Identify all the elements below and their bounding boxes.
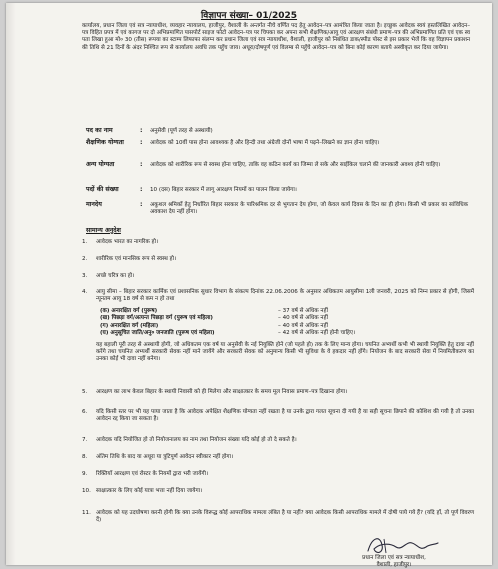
instruction-text: रिक्तियाँ आरक्षण एवं रोस्टर के नियमों द्वारा भरी जायेंगी। <box>96 471 209 477</box>
instruction-item <box>82 409 474 423</box>
instruction-number: 2. <box>82 256 88 262</box>
instruction-text: अच्छे चरित्र का हो। <box>96 273 135 279</box>
field-colon: : <box>140 161 143 168</box>
field-colon: : <box>140 201 143 208</box>
field-value: 10 (दस) बिहार सरकार में लागू आरक्षण नियमों का पालन किया जायेगा। <box>150 187 297 193</box>
age-category: (ख) पिछड़ा वर्ग/अत्यन्त पिछड़ा वर्ग (पुरूष एवं महिला) <box>100 315 213 322</box>
signature-place: वैशाली, हाजीपुर। <box>376 562 412 569</box>
age-category: (घ) अनुसूचित जाति/अनु० जनजाति (पुरूष एवं महिला) <box>100 330 215 337</box>
instruction-number: 7. <box>82 437 88 443</box>
instruction-number: 11. <box>82 510 91 516</box>
instruction-text: आयु सीमा – बिहार सरकार कार्मिक एवं प्रशासनिक सुधार विभाग के संकल्प दिनांक 22.06.2006 के अनुसार अधिकतम आयुसीमा 1ली जनवरी, 2025 को निम्न प्रकार से होगी, जिसमें न्यूनतम आयु 18 वर्ष से कम न हो तथा <box>96 289 474 303</box>
instruction-item <box>82 289 474 303</box>
instruction-item <box>82 471 474 478</box>
field-label: पद का नाम <box>86 127 113 134</box>
instruction-text: आवेदक यदि नियोजित हो तो नियोजनालय का नाम तथा नियोजन संख्या यदि कोई हो तो दे सकते है। <box>96 437 297 443</box>
signature-office <box>314 555 474 569</box>
age-limit: – 42 वर्ष से अधिक नहीं होनी चाहिए। <box>278 330 356 337</box>
field-label: मानदेय <box>86 201 102 208</box>
instruction-text: यदि किसी स्तर पर भी यह पाया जाता है कि आवेदक अपेक्षित शैक्षणिक योग्यता नहीं रखता है या उनके द्वारा गलत सूचना दी गयी है या सही सूचना छिपाने की कोशिश की गयी है तो उनका आवेदन रद्द किया जा सकता है। <box>96 409 474 423</box>
instruction-item <box>82 488 474 495</box>
instruction-number: 10. <box>82 488 91 494</box>
field-label: अन्य योग्यता <box>86 161 115 168</box>
notice-intro: कार्यालय, प्रधान जिला एवं सत्र न्यायाधीश, व्यवहार न्यायालय, हाजीपुर, वैशाली के अन्तर्गत नीचे वर्णित पद हेतु आवेदन–पत्र आमंत्रित किया जाता है। इच्छुक आवेदक स्वयं हस्तलिखित आवेदन–पत्र विहित प्रपत्र में एवं कागज पर दो अभिप्रमाणित पासपोर्ट साइज फोटो आवेदन–पत्र पर चिपका कर अपना सभी शैक्षणिक/आयु एवं आरक्षण संबंधी प्रमाण–पत्र की अभिप्रमाणित प्रति एवं एक स्व पता लिखा हुआ मो० 30 (तीस) रूपया का स्टाम्प लिफाफा संलग्न कर प्रधान जिला एवं सत्र न्यायाधीश, वैशाली, हाजीपुर को निबंधित डाक/स्पीड पोस्ट से इस प्रकार भेजें कि वह विज्ञापन प्रकाशन की तिथि से 21 दिनों के अंदर निश्चित रूप से कार्यालय अवधि तक पहुँच जाय। अधूरा/दोषपूर्ण एवं विलम्ब से पहुँचे आवेदन–पत्र को बिना कोई कारण बताये अस्वीकृत कर दिया जायेगा। <box>82 23 470 51</box>
field-colon: : <box>140 127 143 134</box>
instruction-number: 1. <box>82 239 88 245</box>
instruction-item <box>82 510 474 524</box>
instruction-item <box>82 454 474 461</box>
age-limit: – 40 वर्ष से अधिक नहीं <box>278 315 328 322</box>
age-category: (क) अनारक्षित वर्ग (पुरूष) <box>100 308 158 314</box>
instruction-number: 6. <box>82 409 88 415</box>
instruction-text: साक्षात्कार के लिए कोई यात्रा भत्ता नहीं दिया जायेगा। <box>96 488 203 494</box>
age-limit: – 40 वर्ष से अधिक नहीं <box>278 322 328 329</box>
instruction-number: 8. <box>82 454 88 460</box>
instruction-item <box>82 437 474 444</box>
field-value: अकुशल श्रमिकों हेतु निर्धारित बिहार सरकार के पारिश्रमिक दर से भुगतान देय होगा, जो केवल कार्य दिवस के दिन का ही होगा। किसी भी प्रकार का सांविधिक अवकाश देय नहीं होगा। <box>150 202 468 216</box>
notice-page <box>6 3 492 569</box>
handwritten-signature-icon <box>362 533 442 557</box>
field-colon: : <box>140 186 143 193</box>
instruction-text: आवेदक भारत का नागरिक हो। <box>96 239 159 245</box>
instruction-text: यह बहाली पूरी तरह से अस्थायी होगी, जो अधिकतम एक वर्ष या अनुसेवी के नई नियुक्ति होने (जो पहले हो) तक के लिए मान्य होगा। चयनित अभ्यर्थी कभी भी स्थायी नियुक्ति हेतु दावा नहीं करेंगे तथा चयनित अभ्यर्थी सरकारी सेवक नहीं माने जायेंगे और सरकारी सेवक को अनुमान्य किसी भी सुविधा के वे हकदार नहीं होंगे। नियोजन के बाद सरकारी सेवा में नियमितीकरण का उनका कोई भी दावा नहीं बनेगा। <box>96 342 474 363</box>
instruction-item <box>82 239 474 246</box>
instruction-item <box>82 389 474 396</box>
instruction-item <box>82 342 474 364</box>
instruction-item <box>82 256 474 263</box>
instruction-number: 3. <box>82 273 88 279</box>
instruction-text: शारीरिक एवं मानसिक रूप से स्वस्थ हो। <box>96 256 177 262</box>
signature-office-title: प्रधान जिला एवं सत्र न्यायाधीश, <box>362 555 426 561</box>
field-label: शैक्षणिक योग्यता <box>86 139 124 146</box>
field-colon: : <box>140 139 143 146</box>
instruction-number: 5. <box>82 389 88 395</box>
instruction-text: आवेदक को यह उदघोषणा करनी होगी कि क्या उनके विरूद्ध कोई आपराधिक मामला लंबित है या नहीं? क्या आवेदक किसी आपराधिक मामले में दोषी पाये गये हैं? (यदि हाँ, तो पूर्ण विवरण दें) <box>96 510 474 524</box>
age-limit: – 37 वर्ष से अधिक नहीं <box>278 308 328 314</box>
field-label: पदों की संख्या <box>86 186 119 193</box>
notice-title: विज्ञापन संख्या– 01/2025 <box>200 11 298 21</box>
instruction-number: 4. <box>82 289 88 295</box>
instruction-text: अंतिम तिथि के बाद या अधूरा या त्रुटिपूर्ण आवेदन स्वीकार नहीं होगा। <box>96 454 234 460</box>
field-value: आवेदक को शारीरिक रूप से स्वस्थ होना चाहिए, ताकि वह कठिन कार्य का जिम्मा ले सके और साईकिल चलाने की जानकारी अवश्य होनी चाहिए। <box>150 162 441 168</box>
general-instructions-heading: सामान्य अनुदेश <box>86 227 121 234</box>
scan-edge-shadow <box>6 3 16 565</box>
field-value: अनुसेवी (पूर्ण तरह से अस्थायी) <box>150 128 213 134</box>
signature-block <box>306 533 482 567</box>
field-value: आवेदक को 10वीं पास होना आवश्यक है और हिन्दी तथा अंग्रेजी दोनों भाषा में पढ़ने–लिखने का ज्ञान होना चाहिए। <box>150 140 380 146</box>
age-limit-table <box>100 308 400 338</box>
instruction-item <box>82 273 474 280</box>
age-category: (ग) अनारक्षित वर्ग (महिला) <box>100 322 159 329</box>
age-limit-row <box>100 330 400 337</box>
age-limit-row <box>100 315 400 322</box>
instruction-number: 9. <box>82 471 88 477</box>
instruction-text: आरक्षण का लाभ केवल बिहार के स्थायी निवासी को ही मिलेगा और साक्षात्कार के समय मूल निवास प्रमाण–पत्र दिखाना होगा। <box>96 389 348 395</box>
